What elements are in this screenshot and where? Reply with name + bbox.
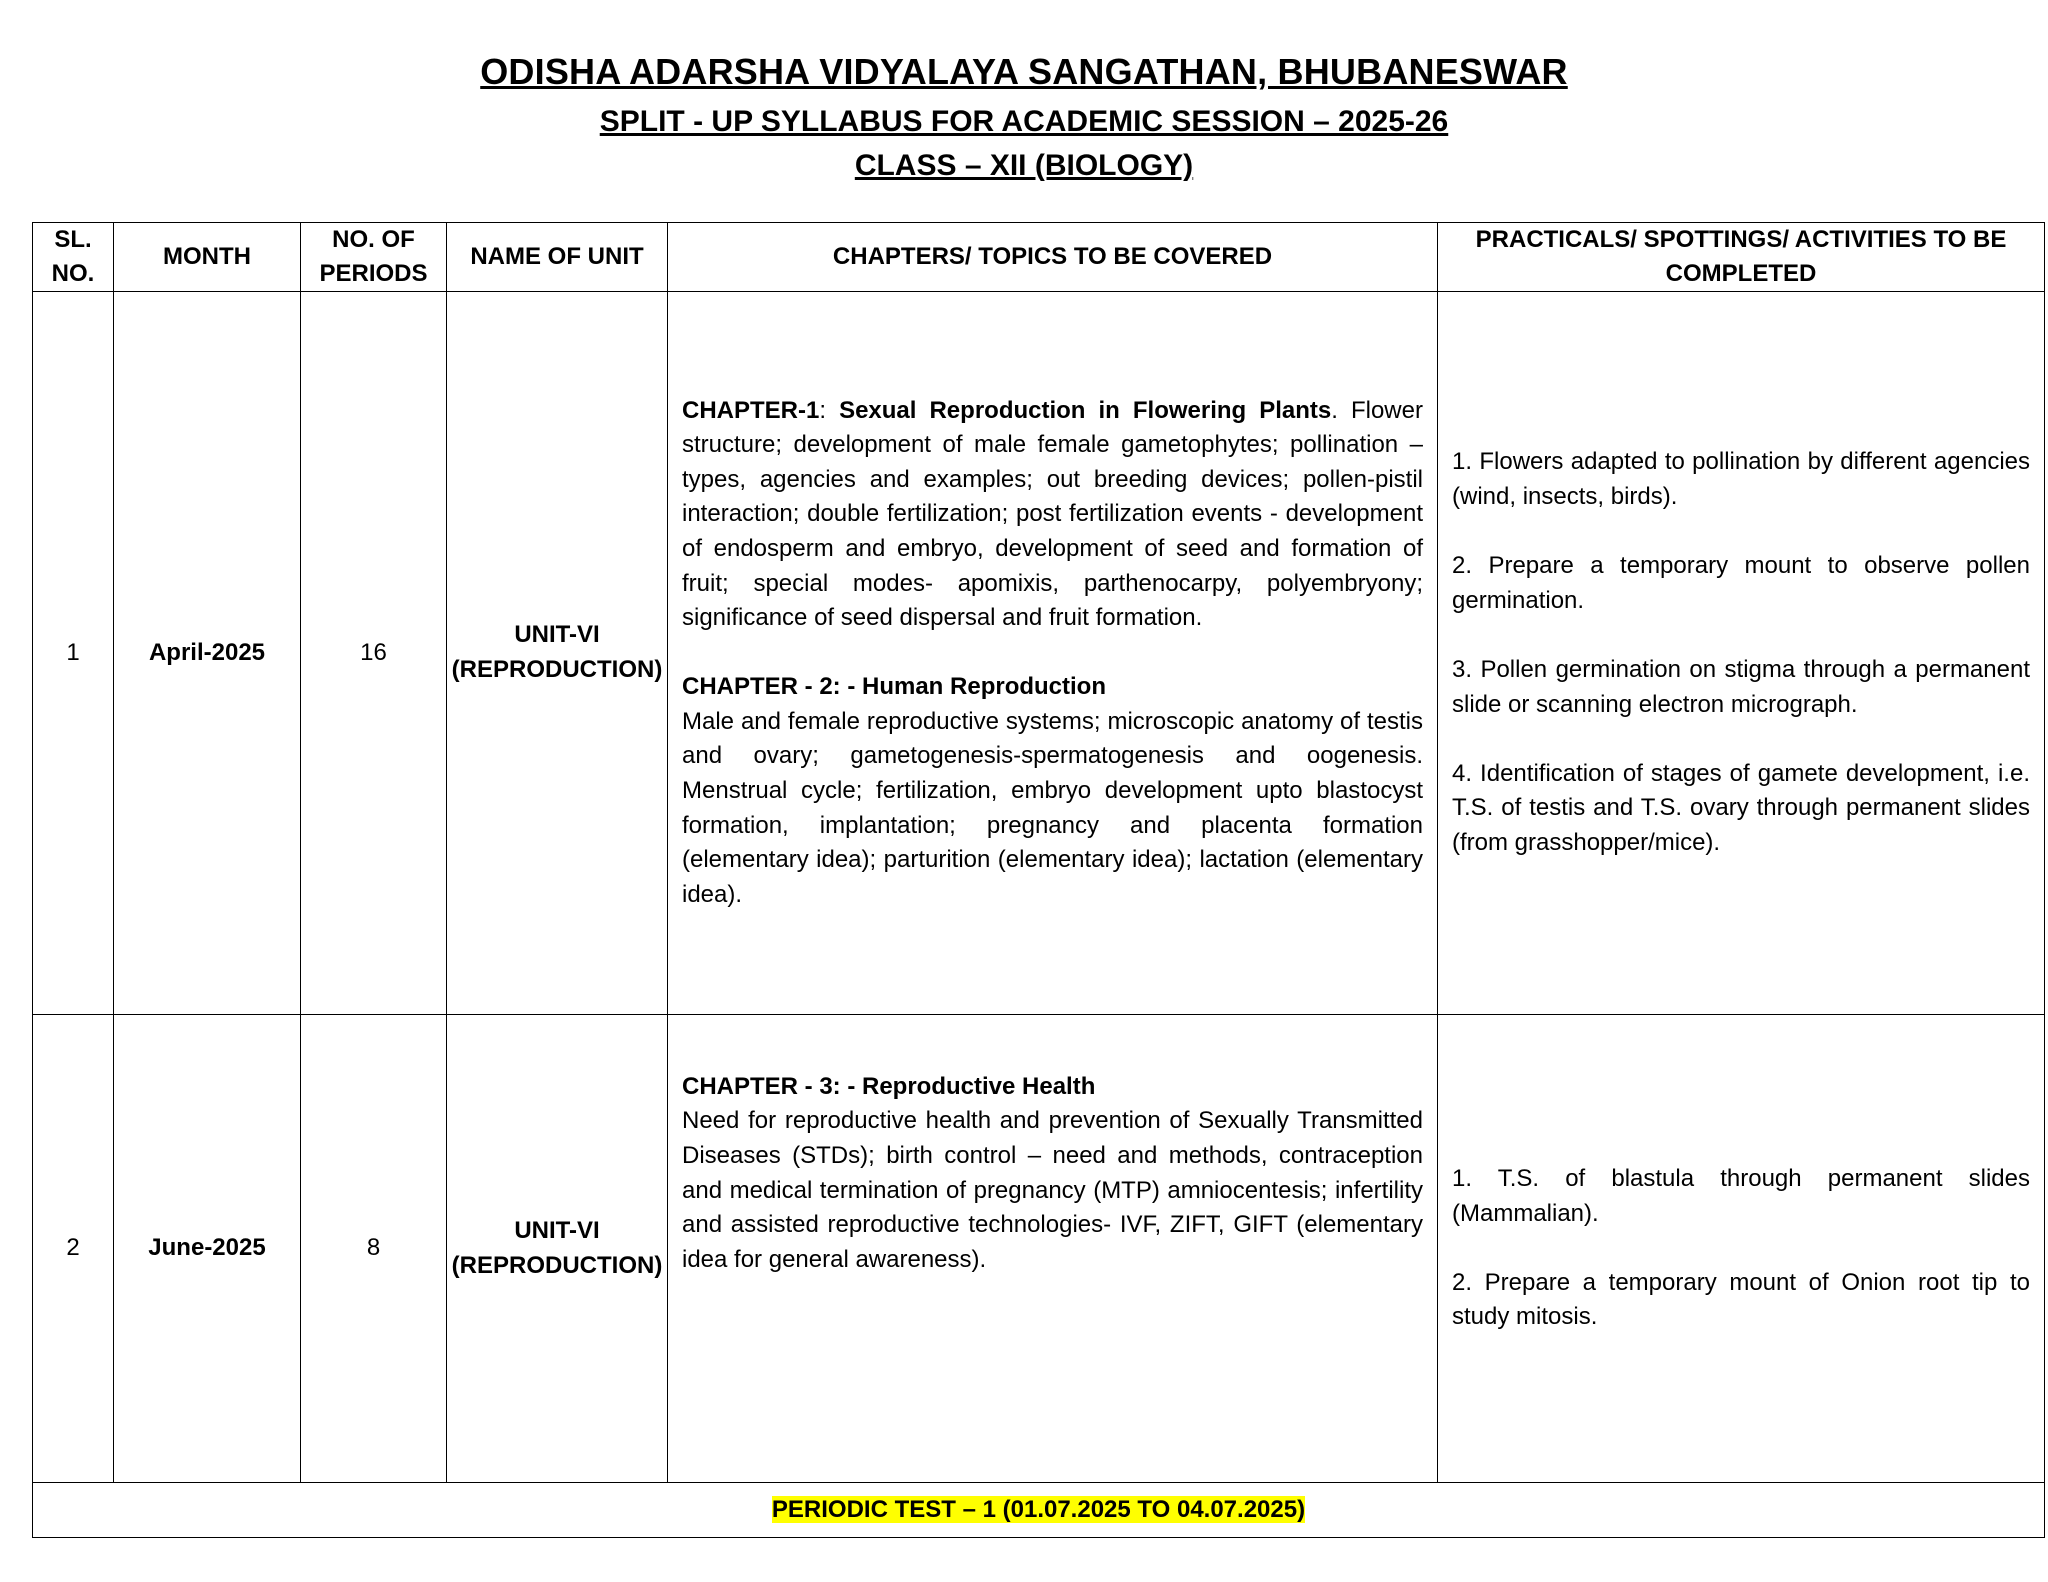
organization-title: ODISHA ADARSHA VIDYALAYA SANGATHAN, BHUBANESWAR — [480, 51, 1568, 92]
topics-cell — [668, 292, 1438, 1015]
chapter-3-text: Need for reproductive health and prevention of Sexually Transmitted Diseases (STDs); birth control – need and methods, contraception and medical termination of pregnancy (MTP) amniocentesis; infertility and assisted reproductive technologies- IVF, ZIFT, GIFT (elementary idea for general awareness). — [682, 1107, 1423, 1273]
unit-cell: UNIT-VI (REPRODUCTION) — [447, 292, 668, 1015]
syllabus-table — [32, 222, 2045, 1538]
practicals-cell — [1438, 1015, 2045, 1483]
table-row — [33, 1015, 2045, 1483]
periods-cell: 16 — [301, 292, 447, 1015]
document-header — [0, 50, 2048, 188]
practical-item: 1. Flowers adapted to pollination by different agencies (wind, insects, birds). — [1452, 448, 2030, 511]
chapter-1-paragraph — [682, 394, 1423, 636]
col-header-practicals: PRACTICALS/ SPOTTINGS/ ACTIVITIES TO BE COMPLETED — [1438, 223, 2045, 292]
unit-cell: UNIT-VI (REPRODUCTION) — [447, 1015, 668, 1483]
practical-item: 3. Pollen germination on stigma through a permanent slide or scanning electron micrograph. — [1452, 656, 2030, 718]
col-header-unit: NAME OF UNIT — [447, 223, 668, 292]
practical-item: 1. T.S. of blastula through permanent slides (Mammalian). — [1452, 1165, 2030, 1227]
chapter-2-text: Male and female reproductive systems; microscopic anatomy of testis and ovary; gametogenesis-spermatogenesis and oogenesis. Menstrual cycle; fertilization, embryo development upto blastocyst formation, implantation; pregnancy and placenta formation (elementary idea); parturition (elementary idea); lactation (elementary idea). — [682, 707, 1423, 908]
practicals-cell — [1438, 292, 2045, 1015]
chapter-3-paragraph — [682, 1070, 1423, 1278]
chapter-1-separator: : — [819, 396, 840, 424]
periods-cell: 8 — [301, 1015, 447, 1483]
practical-item: 2. Prepare a temporary mount to observe pollen germination. — [1452, 552, 2030, 614]
chapter-2-heading: CHAPTER - 2: - Human Reproduction — [682, 673, 1106, 701]
col-header-month: MONTH — [114, 223, 301, 292]
chapter-1-label: CHAPTER-1 — [682, 396, 820, 424]
col-header-sl-no: SL. NO. — [33, 223, 114, 292]
periodic-test-cell — [33, 1483, 2045, 1538]
col-header-periods: NO. OF PERIODS — [301, 223, 447, 292]
table-row — [33, 292, 2045, 1015]
table-header-row — [33, 223, 2045, 292]
chapter-1-title: Sexual Reproduction in Flowering Plants — [839, 396, 1332, 424]
practical-item: 2. Prepare a temporary mount of Onion root tip to study mitosis. — [1452, 1268, 2030, 1331]
class-title: CLASS – XII (BIOLOGY) — [854, 149, 1194, 182]
topics-cell — [668, 1015, 1438, 1483]
chapter-3-heading: CHAPTER - 3: - Reproductive Health — [682, 1072, 1096, 1100]
month-cell: June-2025 — [114, 1015, 301, 1483]
sl-no-cell: 1 — [33, 292, 114, 1015]
col-header-topics: CHAPTERS/ TOPICS TO BE COVERED — [668, 223, 1438, 292]
month-cell: April-2025 — [114, 292, 301, 1015]
practical-item: 4. Identification of stages of gamete development, i.e. T.S. of testis and T.S. ovary through permanent slides (from grasshopper/mice). — [1452, 759, 2030, 856]
syllabus-title: SPLIT - UP SYLLABUS FOR ACADEMIC SESSION – 2025-26 — [599, 105, 1449, 138]
periodic-test-label: PERIODIC TEST – 1 (01.07.2025 TO 04.07.2025) — [771, 1495, 1306, 1523]
chapter-1-text: . Flower structure; development of male female gametophytes; pollination – types, agencies and examples; out breeding devices; pollen-pistil interaction; double fertilization; post fertilization events - development of endosperm and embryo, development of seed and formation of fruit; special modes- apomixis, parthenocarpy, polyembryony; significance of seed dispersal and fruit formation. — [682, 396, 1423, 632]
periodic-test-row — [33, 1483, 2045, 1538]
chapter-2-paragraph — [682, 670, 1423, 912]
sl-no-cell: 2 — [33, 1015, 114, 1483]
